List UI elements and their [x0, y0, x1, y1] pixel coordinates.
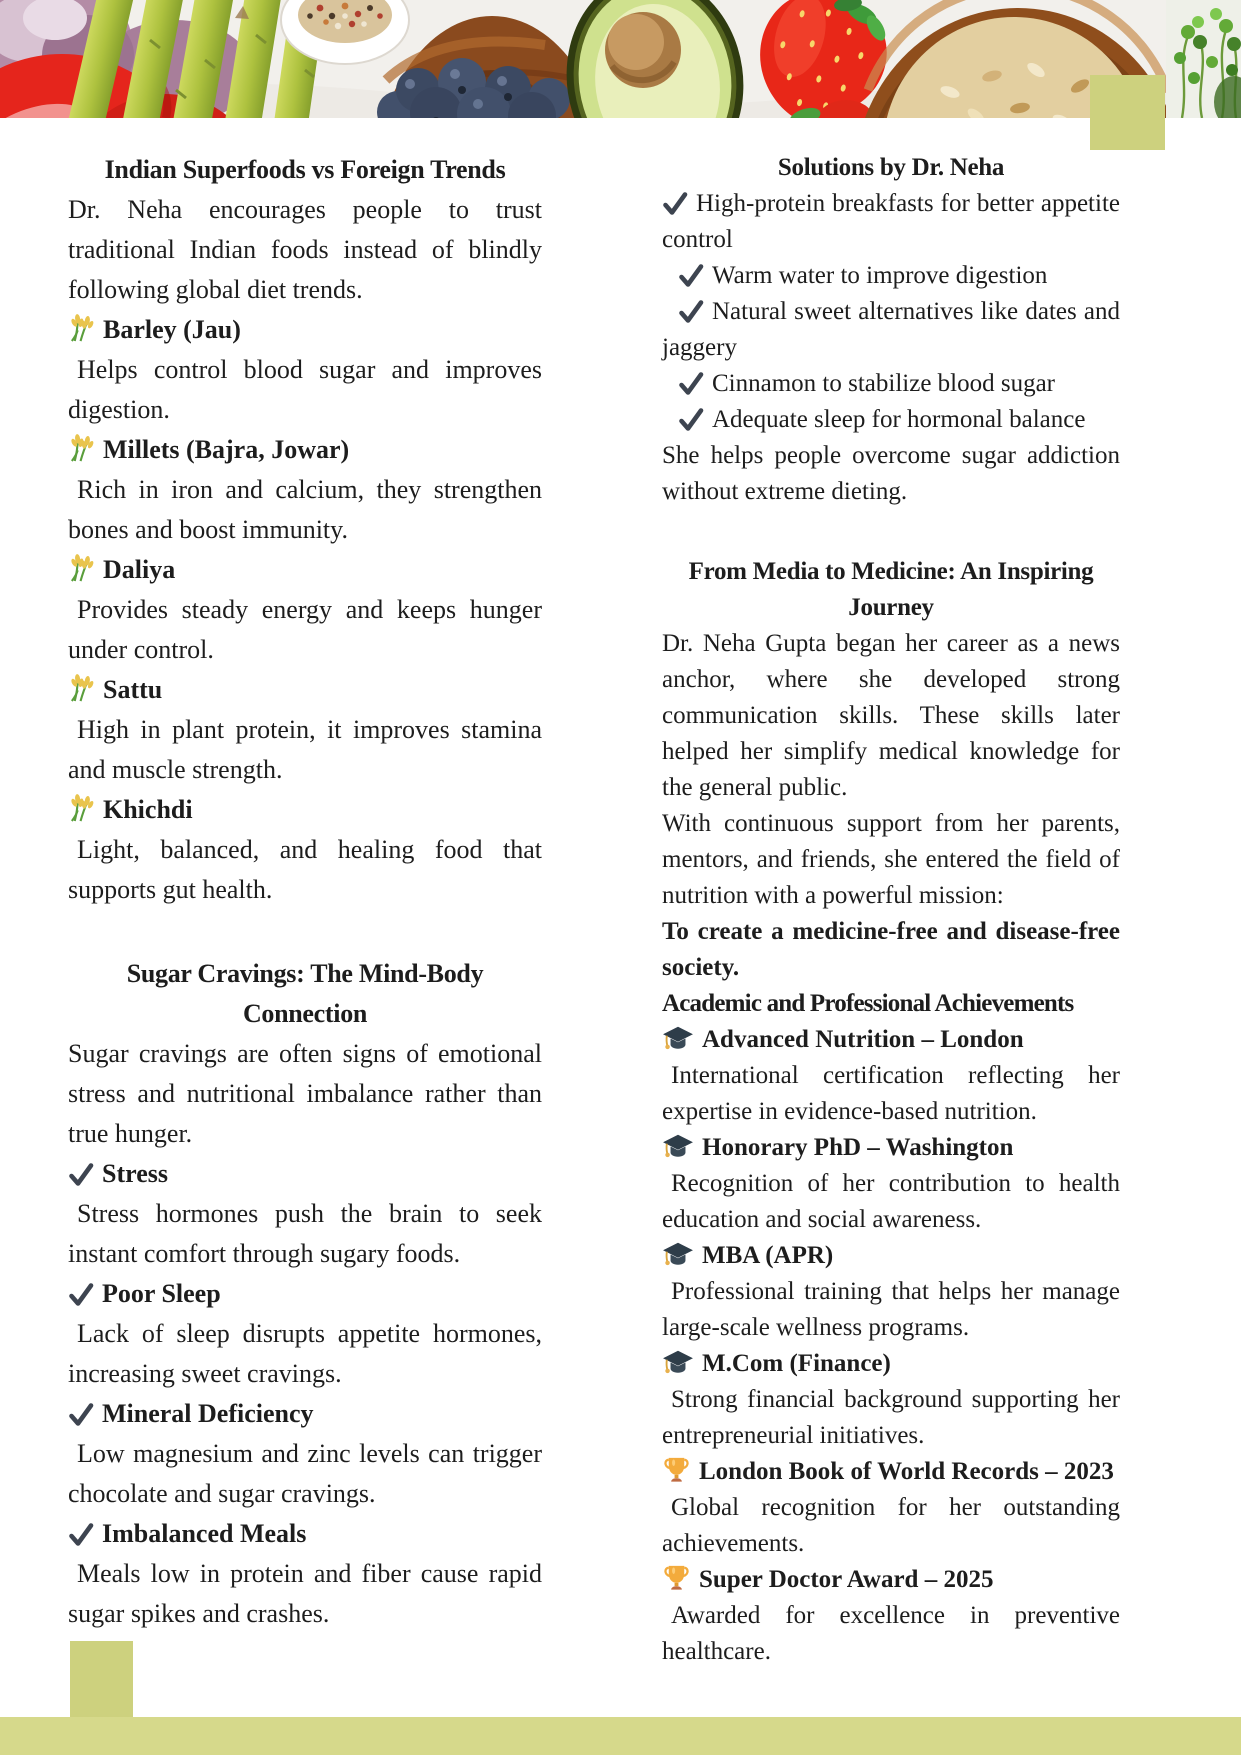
- achievement-item: [662, 1022, 1120, 1058]
- cause-item: [68, 1274, 542, 1314]
- decor-square-bottom-left: [70, 1641, 133, 1717]
- check-icon: [662, 190, 688, 216]
- graduation-cap-icon: [662, 1024, 694, 1052]
- check-icon: [670, 370, 704, 396]
- decor-square-top-right: [1090, 75, 1165, 150]
- food-desc: Provides steady energy and keeps hunger under control.: [68, 595, 542, 664]
- food-desc: Helps control blood sugar and improves digestion.: [68, 355, 542, 424]
- decor-bottom-bar: [0, 1717, 1241, 1755]
- journey-paragraph-1: Dr. Neha Gupta began her career as a news anchor, where she developed strong communication skills. These skills later helped her simplify medical knowledge for the general public.: [662, 630, 1120, 801]
- cause-name: Poor Sleep: [102, 1279, 221, 1308]
- wheat-icon: [68, 794, 95, 823]
- achievement-desc: International certification reflecting her expertise in evidence-based nutrition.: [662, 1062, 1120, 1125]
- graduation-cap-icon: [662, 1348, 694, 1376]
- solution-item: [662, 294, 1120, 366]
- achievement-desc: Recognition of her contribution to health education and social awareness.: [662, 1170, 1120, 1233]
- right-column: [662, 150, 1120, 1670]
- cause-item: [68, 1394, 542, 1434]
- trophy-icon: [662, 1455, 691, 1484]
- achievement-name: MBA (APR): [702, 1242, 834, 1269]
- achievement-item: [662, 1454, 1120, 1490]
- cause-desc: Stress hormones push the brain to seek instant comfort through sugary foods.: [68, 1199, 542, 1268]
- solution-text: Warm water to improve digestion: [712, 262, 1048, 289]
- check-icon: [670, 406, 704, 432]
- food-desc: Rich in iron and calcium, they strengthen bones and boost immunity.: [68, 475, 542, 544]
- wheat-icon: [68, 674, 95, 703]
- food-item: [68, 430, 542, 470]
- achievement-item: [662, 1130, 1120, 1166]
- check-icon: [670, 262, 704, 288]
- achievement-name: London Book of World Records – 2023: [699, 1458, 1114, 1485]
- section-title-solutions: Solutions by Dr. Neha: [777, 154, 1005, 181]
- cause-name: Mineral Deficiency: [102, 1399, 314, 1428]
- trophy-icon: [662, 1563, 691, 1592]
- food-name: Barley (Jau): [103, 315, 241, 344]
- food-item: [68, 790, 542, 830]
- section-title-sugar-cravings: Sugar Cravings: The Mind-Body Connection: [126, 959, 484, 1028]
- achievement-item: [662, 1562, 1120, 1598]
- journey-paragraph-2: With continuous support from her parents, mentors, and friends, she entered the field of nutrition with a powerful mission:: [662, 810, 1120, 909]
- check-icon: [68, 1521, 94, 1547]
- solution-text: High-protein breakfasts for better appetite control: [662, 190, 1120, 253]
- solution-item: [662, 402, 1120, 438]
- food-name: Khichdi: [103, 795, 193, 824]
- check-icon: [68, 1401, 94, 1427]
- check-icon: [68, 1161, 94, 1187]
- intro-paragraph: Dr. Neha encourages people to trust traditional Indian foods instead of blindly following global diet trends.: [68, 195, 542, 304]
- check-icon: [68, 1281, 94, 1307]
- achievement-desc: Strong financial background supporting her entrepreneurial initiatives.: [662, 1386, 1120, 1449]
- cause-item: [68, 1514, 542, 1554]
- food-banner-illustration: [0, 0, 1241, 118]
- graduation-cap-icon: [662, 1132, 694, 1160]
- cause-name: Stress: [102, 1159, 168, 1188]
- achievement-name: Advanced Nutrition – London: [702, 1026, 1024, 1053]
- header-food-photo: [0, 0, 1241, 118]
- cause-item: [68, 1154, 542, 1194]
- left-column: [68, 150, 542, 1634]
- food-item: [68, 550, 542, 590]
- section-title-indian-superfoods: Indian Superfoods vs Foreign Trends: [104, 155, 506, 184]
- section-title-journey: From Media to Medicine: An Inspiring Journey: [688, 558, 1094, 621]
- food-item: [68, 310, 542, 350]
- intro-paragraph: Sugar cravings are often signs of emotional stress and nutritional imbalance rather than true hunger.: [68, 1039, 542, 1148]
- wheat-icon: [68, 554, 95, 583]
- cause-desc: Meals low in protein and fiber cause rapid sugar spikes and crashes.: [68, 1559, 542, 1628]
- achievement-item: [662, 1346, 1120, 1382]
- achievement-desc: Awarded for excellence in preventive healthcare.: [662, 1602, 1120, 1665]
- wheat-icon: [68, 314, 95, 343]
- achievement-name: Super Doctor Award – 2025: [699, 1566, 994, 1593]
- solution-text: Natural sweet alternatives like dates and jaggery: [662, 298, 1120, 361]
- mission-statement: To create a medicine-free and disease-free society.: [662, 918, 1120, 981]
- cause-desc: Lack of sleep disrupts appetite hormones, increasing sweet cravings.: [68, 1319, 542, 1388]
- graduation-cap-icon: [662, 1240, 694, 1268]
- cause-name: Imbalanced Meals: [102, 1519, 307, 1548]
- food-desc: High in plant protein, it improves stamina and muscle strength.: [68, 715, 542, 784]
- solution-item: [662, 186, 1120, 258]
- check-icon: [670, 298, 704, 324]
- solution-item: [662, 366, 1120, 402]
- food-name: Daliya: [103, 555, 176, 584]
- food-name: Sattu: [103, 675, 163, 704]
- solution-item: [662, 258, 1120, 294]
- achievement-name: M.Com (Finance): [702, 1350, 891, 1377]
- cause-desc: Low magnesium and zinc levels can trigger chocolate and sugar cravings.: [68, 1439, 542, 1508]
- food-name: Millets (Bajra, Jowar): [103, 435, 350, 464]
- achievement-item: [662, 1238, 1120, 1274]
- achievement-desc: Global recognition for her outstanding achievements.: [662, 1494, 1120, 1557]
- solution-text: Adequate sleep for hormonal balance: [712, 406, 1086, 433]
- food-desc: Light, balanced, and healing food that supports gut health.: [68, 835, 542, 904]
- achievement-desc: Professional training that helps her manage large-scale wellness programs.: [662, 1278, 1120, 1341]
- section-title-achievements: Academic and Professional Achievements: [662, 990, 1074, 1017]
- solutions-outro: She helps people overcome sugar addiction without extreme dieting.: [662, 442, 1120, 505]
- microgreens-icon: [1166, 0, 1241, 118]
- food-item: [68, 670, 542, 710]
- solution-text: Cinnamon to stabilize blood sugar: [712, 370, 1056, 397]
- wheat-icon: [68, 434, 95, 463]
- achievement-name: Honorary PhD – Washington: [702, 1134, 1014, 1161]
